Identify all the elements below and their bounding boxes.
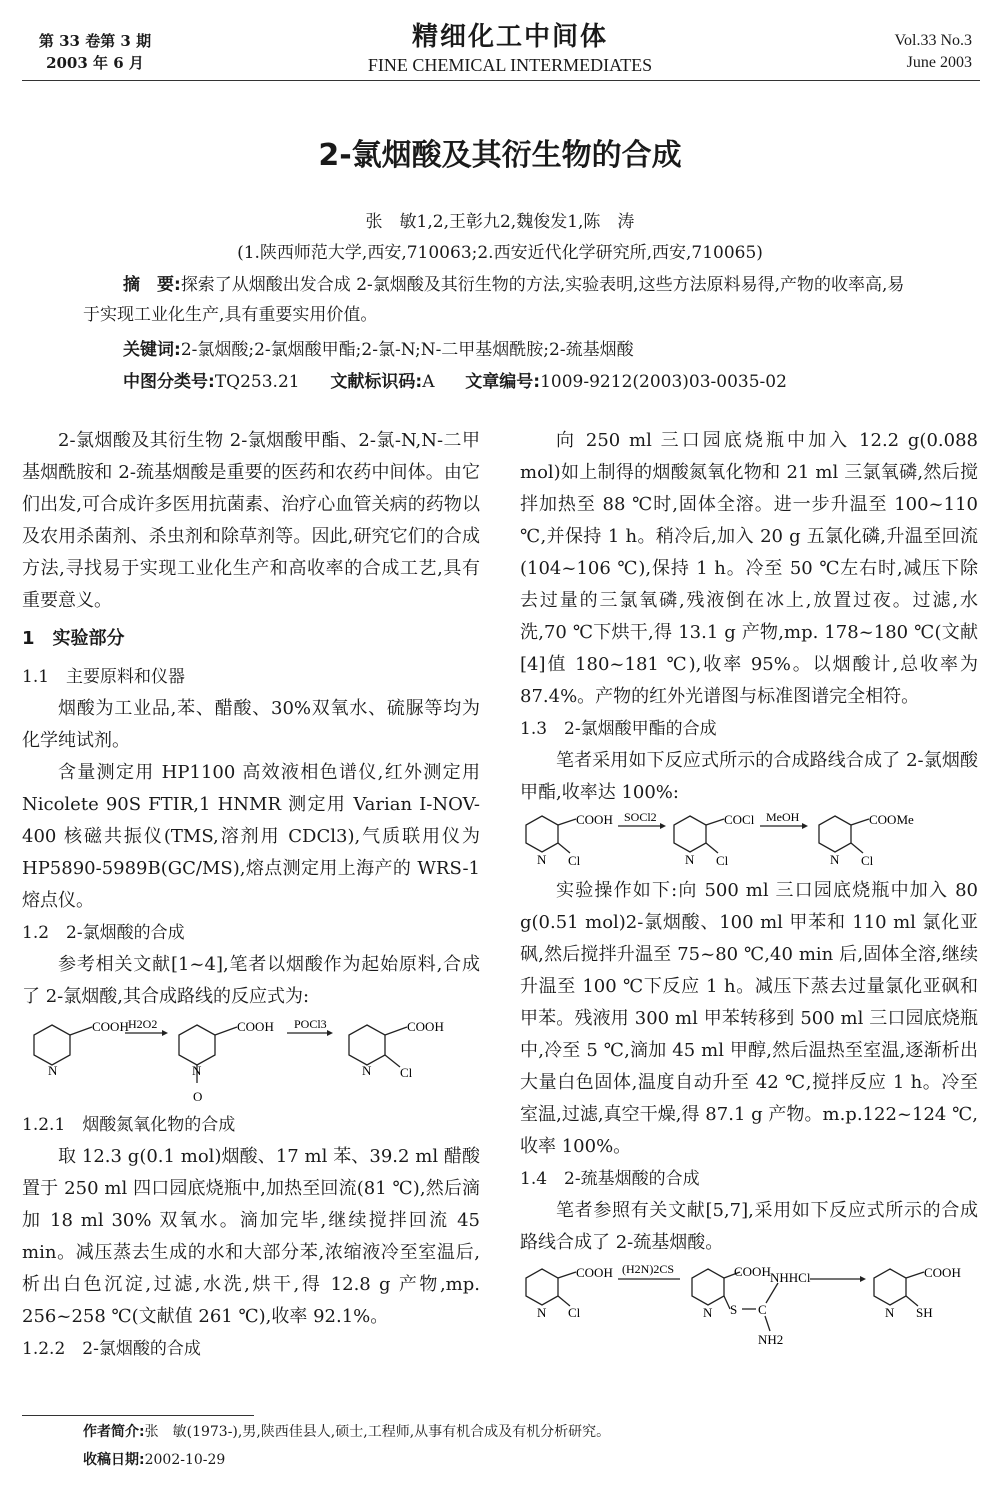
bio-label: 作者简介:	[83, 1424, 145, 1440]
cooh-label: COOH	[576, 812, 613, 827]
coome-label: COOMe	[869, 812, 914, 827]
article-number-label: 文章编号:	[465, 372, 541, 392]
cooh-label: COOH	[407, 1019, 444, 1034]
thiourea-label: (H2N)2CS	[622, 1262, 675, 1276]
abstract-text: 探索了从烟酸出发合成 2-氯烟酸及其衍生物的方法,实验表明,这些方法原料易得,产物的收率高,易于实现工业化生产,具有重要实用价值。	[83, 275, 905, 325]
n-label: N	[685, 852, 695, 867]
n-label: N	[192, 1063, 202, 1078]
body-paragraph: 向 250 ml 三口园底烧瓶中加入 12.2 g(0.088 mol)如上制得的烟酸氮氧化物和 21 ml 三氯氧磷,然后搅拌加热至 88 ℃时,固体全溶。进一步升温至 100~110 ℃,并保持 1 h。稍冷后,加入 20 g 五氯化磷,升温至回流(104~106 ℃),保持 1 h。冷至 50 ℃左右时,减压下除去过量的三氯氧磷,残液倒在冰上,放置过夜。过滤,水洗,70 ℃下烘干,得 13.1 g 产物,mp. 178~180 ℃(文献[4]值 180~181 ℃),收率 95%。以烟酸计,总收率为 87.4%。产物的红外光谱图与标准图谱完全相符。	[520, 430, 978, 707]
n-label: N	[830, 852, 840, 867]
intro-paragraph: 2-氯烟酸及其衍生物 2-氯烟酸甲酯、2-氯-N,N-二甲基烟酰胺和 2-巯基烟酸是重要的医药和农药中间体。由它们出发,可合成许多医用抗菌素、治疗心血管关病的药物以及农用杀菌剂、杀虫剂和除草剂等。因此,研究它们的合成方法,寻找易于实现工业化生产和高收率的合成工艺,具有重要意义。	[22, 430, 480, 611]
subsection-heading: 1.2 2-氯烟酸的合成	[22, 923, 185, 943]
body-paragraph: 笔者参照有关文献[5,7],采用如下反应式所示的合成路线合成了 2-巯基烟酸。	[520, 1200, 978, 1253]
body-paragraph: 实验操作如下:向 500 ml 三口园底烧瓶中加入 80 g(0.51 mol)2-氯烟酸、100 ml 甲苯和 110 ml 氯化亚砜,然后搅拌升温至 75~80 ℃,40 min 后,固体全溶,继续升温至 100 ℃下反应 1 h。减压下蒸去过量氯化亚砜和甲苯。残液用 300 ml 甲苯转移到 500 ml 三口园底烧瓶中,冷至 5 ℃,滴加 45 ml 甲醇,然后温热至室温,逐渐析出大量白色固体,温度自动升至 42 ℃,搅拌反应 1 h。冷至室温,过滤,真空干燥,得 87.1 g 产物。m.p.122~124 ℃,收率 100%。	[520, 880, 978, 1157]
abstract	[83, 270, 918, 330]
cl-label: Cl	[861, 853, 874, 868]
n-label: N	[537, 1305, 547, 1320]
article-number-value: 1009-9212(2003)03-0035-02	[540, 372, 787, 392]
body-paragraph: 烟酸为工业品,苯、醋酸、30%双氧水、硫脲等均为化学纯试剂。	[22, 698, 480, 751]
pocl3-label: POCl3	[294, 1017, 327, 1031]
subsection-heading: 1.4 2-巯基烟酸的合成	[520, 1169, 700, 1189]
subsection-heading: 1.1 主要原料和仪器	[22, 667, 186, 687]
cooh-label: COOH	[237, 1019, 274, 1034]
issue-info-en	[895, 30, 973, 74]
cooh-label: COOH	[92, 1019, 129, 1034]
volume-en: Vol.33 No.3	[894, 32, 972, 49]
paper-title: 2-氯烟酸及其衍生物的合成	[318, 138, 682, 173]
n-label: N	[703, 1305, 713, 1320]
body-paragraph: 笔者采用如下反应式所示的合成路线合成了 2-氯烟酸甲酯,收率达 100%:	[520, 750, 978, 803]
n-label: N	[537, 852, 547, 867]
subsubsection-heading: 1.2.2 2-氯烟酸的合成	[22, 1339, 201, 1359]
clc-label: 中图分类号:	[123, 372, 215, 392]
bio-text: 张 敏(1973-),男,陕西佳县人,硕士,工程师,从事有机合成及有机分析研究。	[144, 1424, 611, 1440]
reaction-scheme-3	[520, 1261, 978, 1347]
nhhcl-label: NHHCl	[770, 1270, 811, 1285]
issue-info	[30, 30, 160, 74]
section-heading: 1 实验部分	[22, 628, 125, 649]
c-label: C	[758, 1302, 767, 1317]
keywords-label: 关键词:	[123, 340, 181, 360]
meoh-label: MeOH	[766, 811, 800, 824]
cooh-label: COOH	[734, 1264, 771, 1279]
journal-title-en: FINE CHEMICAL INTERMEDIATES	[367, 55, 653, 75]
left-column	[22, 425, 480, 1365]
body-paragraph: 含量测定用 HP1100 高效液相色谱仪,红外测定用 Nicolete 90S FTIR,1 HNMR 测定用 Varian I-NOV-400 核磁共振仪(TMS,溶剂用 CDCl3),气质联用仪为 HP5890-5989B(GC/MS),熔点测定用上海产的 WRS-1 熔点仪。	[22, 762, 480, 911]
received-date	[83, 1448, 225, 1472]
cocl-label: COCl	[724, 812, 755, 827]
cl-label: Cl	[716, 853, 729, 868]
reaction-scheme-1	[22, 1015, 480, 1107]
keywords-text: 2-氯烟酸;2-氯烟酸甲酯;2-氯-N;N-二甲基烟酰胺;2-巯基烟酸	[180, 340, 634, 360]
h2o2-label: H2O2	[128, 1017, 158, 1031]
socl2-label: SOCl2	[624, 811, 657, 824]
reaction-scheme-2	[520, 811, 978, 873]
volume-cn: 第 33 卷第 3 期	[38, 32, 152, 50]
subsection-heading: 1.3 2-氯烟酸甲酯的合成	[520, 719, 717, 739]
cooh-label: COOH	[576, 1265, 613, 1280]
date-cn: 2003 年 6 月	[46, 54, 144, 72]
header-rule	[22, 80, 980, 81]
body-paragraph: 取 12.3 g(0.1 mol)烟酸、17 ml 苯、39.2 ml 醋酸置于 250 ml 四口园底烧瓶中,加热至回流(81 ℃),然后滴加 18 ml 30% 双氧水。滴加完毕,继续搅拌回流 45 min。减压蒸去生成的水和大部分苯,浓缩液冷至室温后,析出白色沉淀,过滤,水洗,烘干,得 12.8 g 产物,mp. 256~258 ℃(文献值 261 ℃),收率 92.1%。	[22, 1146, 480, 1327]
o-label: O	[193, 1089, 203, 1104]
n-label: N	[48, 1063, 58, 1078]
cl-label: Cl	[400, 1065, 413, 1080]
right-column	[520, 425, 978, 1349]
classification	[123, 367, 943, 392]
doc-code-label: 文献标识码:	[330, 372, 423, 392]
footnote-rule	[22, 1415, 254, 1416]
s-label: S	[730, 1302, 738, 1317]
nh2-label: NH2	[758, 1332, 784, 1347]
date-en: June 2003	[906, 54, 972, 71]
clc-value: TQ253.21	[214, 372, 300, 392]
keywords	[123, 335, 943, 360]
author-bio	[83, 1420, 610, 1444]
n-label: N	[362, 1063, 372, 1078]
subsubsection-heading: 1.2.1 烟酸氮氧化物的合成	[22, 1115, 236, 1135]
authors: 张 敏1,2,王彰九2,魏俊发1,陈 涛	[365, 212, 635, 232]
cl-label: Cl	[568, 1305, 581, 1320]
cl-label: Cl	[568, 853, 581, 868]
sh-label: SH	[916, 1305, 933, 1320]
doc-code-value: A	[422, 372, 435, 392]
journal-title	[300, 22, 720, 78]
received-label: 收稿日期:	[83, 1452, 145, 1468]
journal-title-cn: 精细化工中间体	[411, 22, 608, 52]
cooh-label: COOH	[924, 1265, 961, 1280]
body-paragraph: 参考相关文献[1~4],笔者以烟酸作为起始原料,合成了 2-氯烟酸,其合成路线的反应式为:	[22, 954, 480, 1007]
received-value: 2002-10-29	[144, 1452, 226, 1468]
affiliations: (1.陕西师范大学,西安,710063;2.西安近代化学研究所,西安,710065)	[237, 243, 763, 263]
n-label: N	[885, 1305, 895, 1320]
abstract-label: 摘 要:	[123, 275, 181, 295]
